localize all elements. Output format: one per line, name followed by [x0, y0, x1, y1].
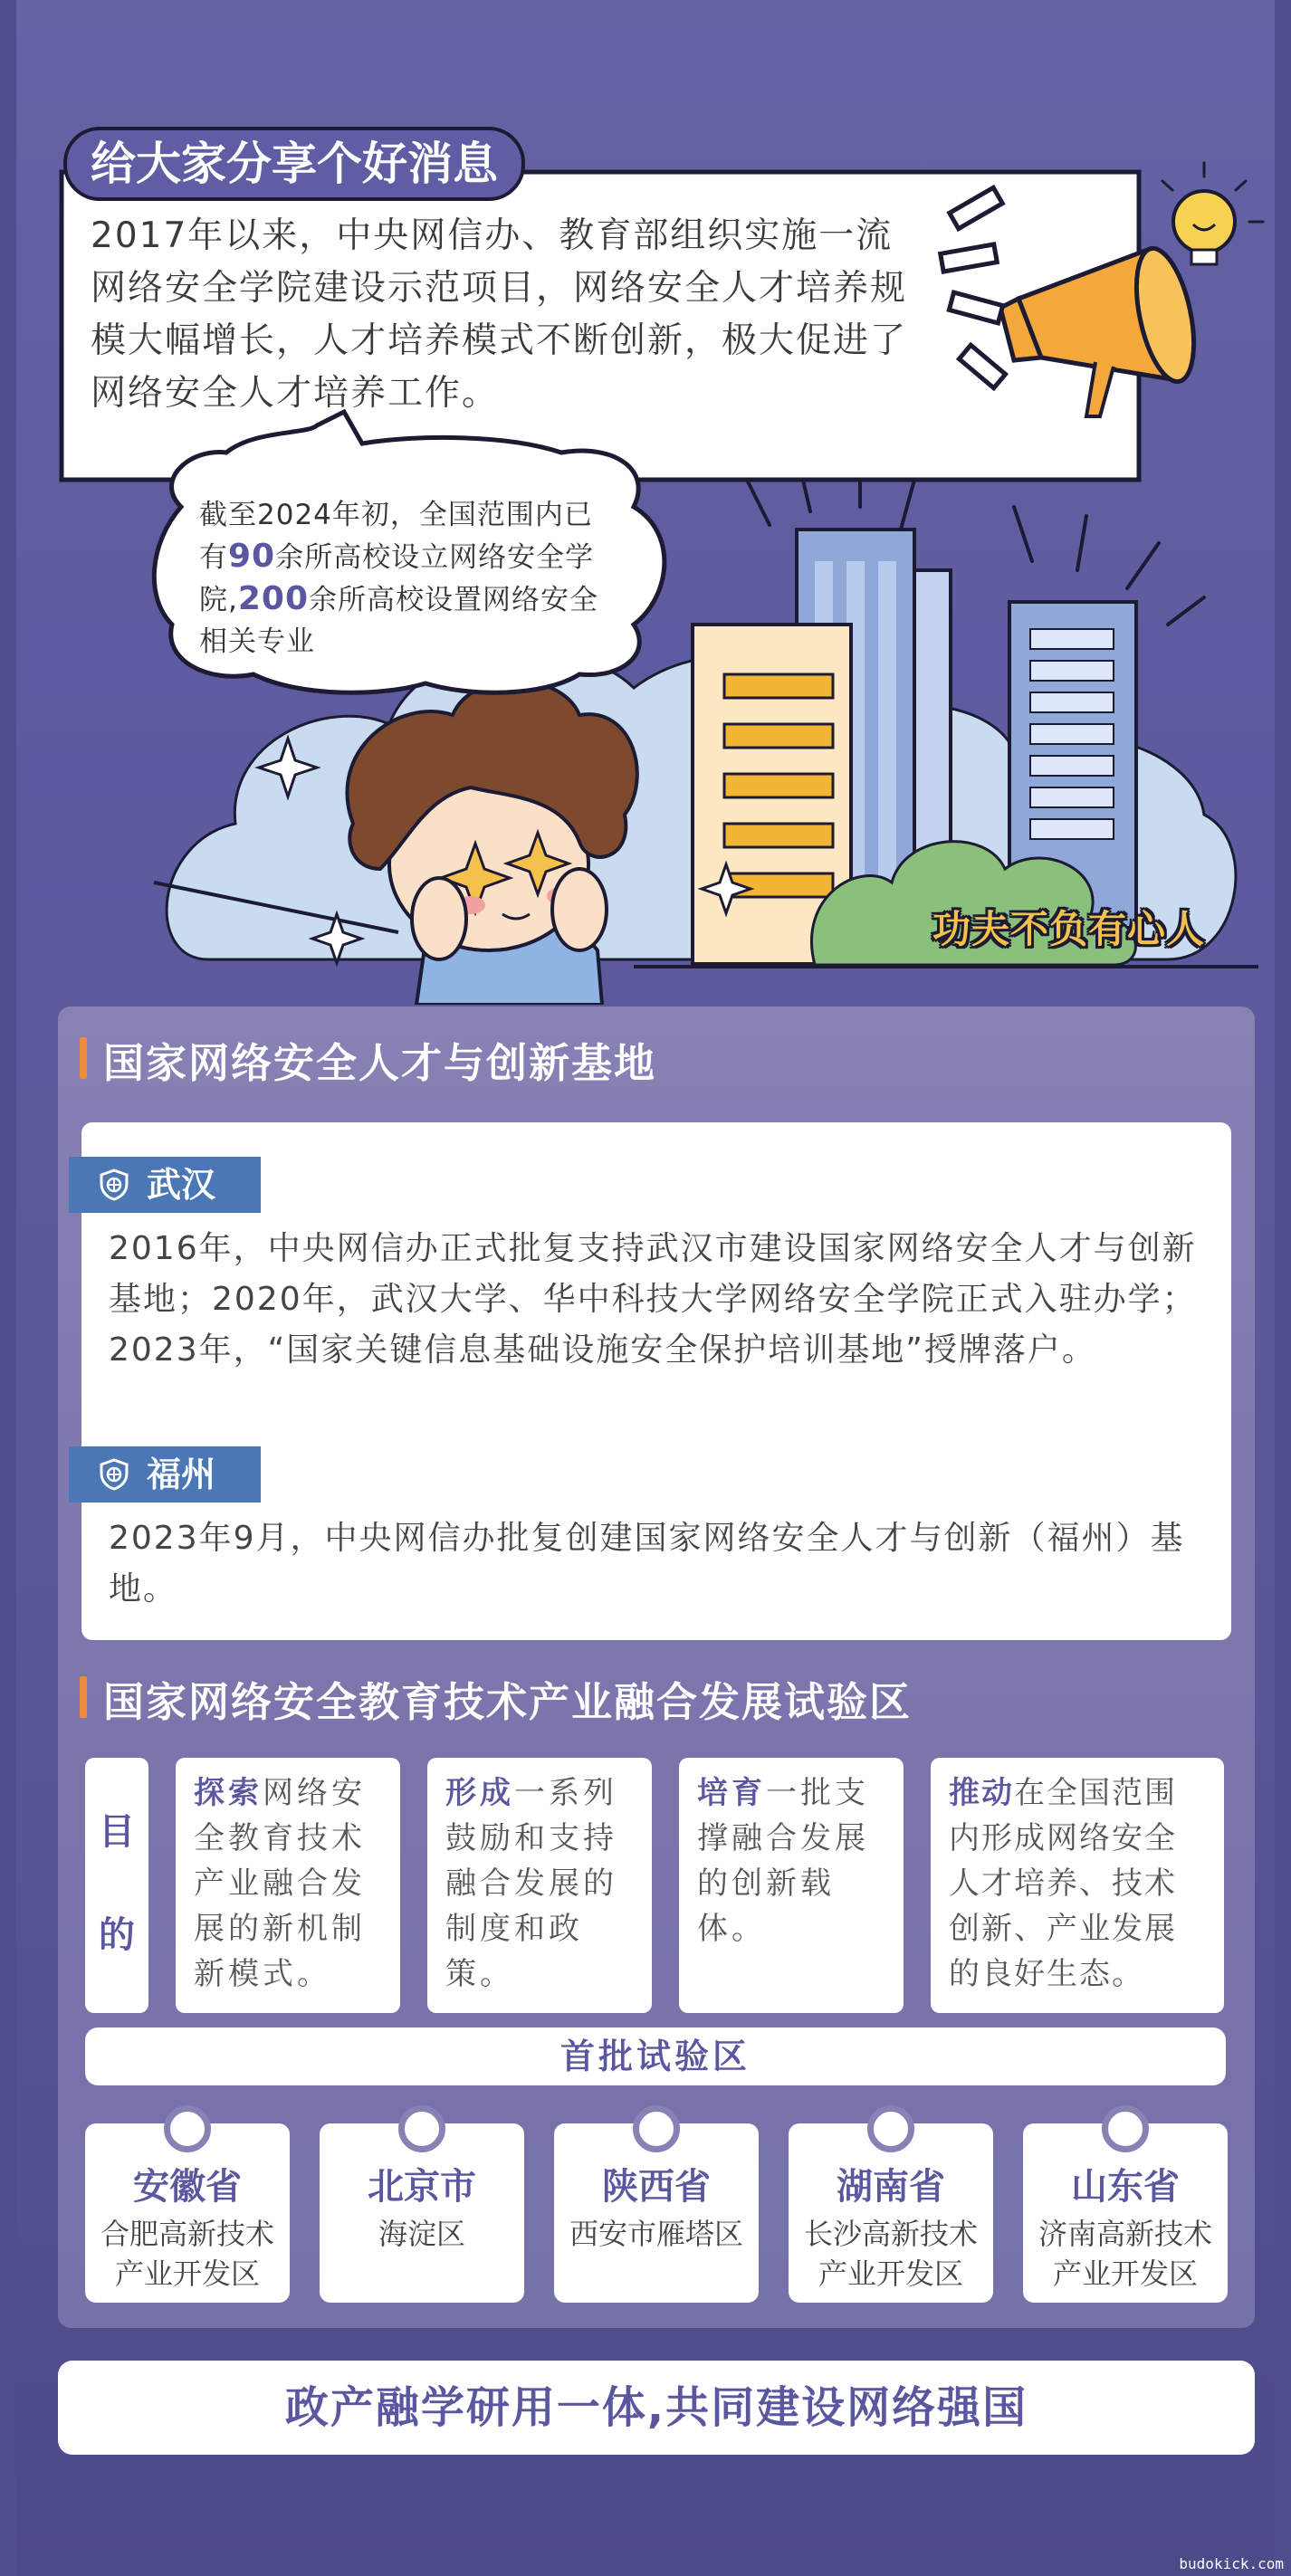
zone-card [789, 2123, 993, 2303]
city-text-wuhan: 2016年，中央网信办正式批复支持武汉市建设国家网络安全人才与创新基地；2020年，武汉大学、华中科技大学网络安全学院正式入驻办学；2023年，“国家关键信息基础设施安全保护培训基地”授牌落户。 [109, 1230, 1197, 1369]
zone-card [554, 2123, 759, 2303]
goal-key: 推动 [949, 1775, 1014, 1811]
goal-label-char-1: 目 [99, 1811, 135, 1853]
goal-text: 网络安全教育技术产业融合发展的新机制新模式。 [194, 1775, 366, 1992]
stats-text-2: 余所高校设立网络安全学院, [199, 541, 595, 616]
shield-icon [98, 1169, 130, 1201]
zone-dot [398, 2105, 445, 2152]
city-name-fuzhou: 福州 [147, 1455, 216, 1494]
goal-label-char-2: 的 [99, 1914, 135, 1956]
zone-dot [867, 2105, 914, 2152]
watermark: budokick.com [1179, 2555, 1284, 2572]
content-panel [58, 1007, 1255, 2328]
section1-title: 国家网络安全人才与创新基地 [80, 1030, 656, 1089]
goal-label [85, 1758, 148, 2013]
city-tag-fuzhou [69, 1446, 261, 1503]
city-name-wuhan: 武汉 [147, 1165, 216, 1205]
goal-card [931, 1758, 1224, 2013]
stats-text-1: 截至2024年初，全国范围内已有 [199, 499, 593, 574]
footer-slogan: 政产融学研用一体,共同建设网络强国 [58, 2361, 1255, 2455]
goal-card [427, 1758, 652, 2013]
base-card [81, 1122, 1231, 1640]
zone-area: 长沙高新技术产业开发区 [803, 2217, 978, 2291]
goal-text: 在全国范围内形成网络安全人才培养、技术创新、产业发展的良好生态。 [949, 1775, 1177, 1992]
zone-area: 海淀区 [378, 2217, 465, 2251]
zone-card [320, 2123, 524, 2303]
zone-province: 山东省 [1071, 2166, 1180, 2208]
hero-intro-text: 2017年以来，中央网信办、教育部组织实施一流网络安全学院建设示范项目，网络安全人才培养规模大幅增长，人才培养模式不断创新，极大促进了网络安全人才培养工作。 [91, 215, 908, 414]
hero-title-tag: 给大家分享个好消息 [63, 127, 525, 201]
city-tag-wuhan [69, 1157, 261, 1213]
zone-area: 合肥高新技术产业开发区 [100, 2217, 274, 2291]
stats-num-majors: 200 [237, 580, 310, 617]
goal-text: 一系列鼓励和支持融合发展的制度和政策。 [445, 1775, 617, 1992]
shield-icon [98, 1458, 130, 1491]
zone-area: 济南高新技术产业开发区 [1038, 2217, 1212, 2291]
stats-num-universities: 90 [228, 538, 276, 575]
goal-card [176, 1758, 400, 2013]
zone-dot [633, 2105, 680, 2152]
zone-card [85, 2123, 290, 2303]
section2-title: 国家网络安全教育技术产业融合发展试验区 [80, 1669, 912, 1728]
stats-text-3: 余所高校设置网络安全相关专业 [199, 584, 599, 658]
lightbulb-icon [1162, 163, 1263, 264]
hero-stats-text [199, 494, 616, 663]
zone-dot [1102, 2105, 1149, 2152]
first-batch-title: 首批试验区 [85, 2027, 1226, 2085]
zone-province: 安徽省 [133, 2166, 242, 2208]
zone-dot [164, 2105, 211, 2152]
zone-card [1023, 2123, 1228, 2303]
zone-province: 陕西省 [602, 2166, 711, 2208]
goal-card [679, 1758, 904, 2013]
zone-province: 北京市 [368, 2166, 476, 2208]
zone-province: 湖南省 [837, 2166, 945, 2208]
goal-text: 一批支撑融合发展的创新载体。 [697, 1775, 869, 1947]
city-text-fuzhou: 2023年9月，中央网信办批复创建国家网络安全人才与创新（福州）基地。 [109, 1520, 1185, 1608]
hero-section [0, 0, 1291, 1005]
goal-key: 形成 [445, 1775, 514, 1811]
goal-key: 探索 [194, 1775, 263, 1811]
hero-slogan: 功夫不负有心人 [932, 907, 1206, 951]
goal-key: 培育 [697, 1775, 766, 1811]
zone-area: 西安市雁塔区 [569, 2217, 743, 2251]
